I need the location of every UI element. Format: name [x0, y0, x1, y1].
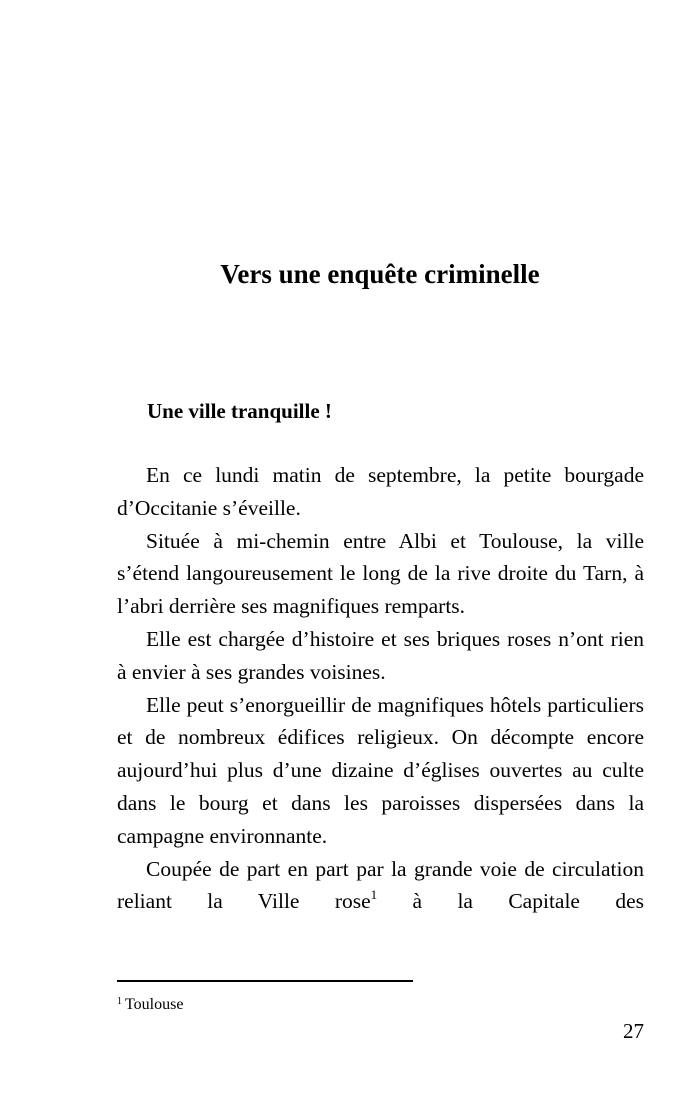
footnote-separator	[117, 980, 413, 982]
footnote-marker: 1	[117, 996, 122, 1007]
paragraph-2: Située à mi-chemin entre Albi et Toulouse, la ville s’étend langoureusement le long de la rive droite du Tarn, à l’abri derrière ses magnifiques remparts.	[117, 528, 644, 619]
chapter-title: Vers une enquête criminelle	[220, 259, 540, 289]
paragraph-1: En ce lundi matin de septembre, la petite bourgade d’Occitanie s’éveille.	[117, 463, 644, 520]
footnote-text: Toulouse	[125, 996, 184, 1013]
footnote-reference: 1	[370, 887, 378, 903]
paragraph-5-text-after: à la Capitale des	[377, 889, 645, 914]
footnote	[117, 994, 183, 1016]
paragraph-5-text-before: Coupée de part en part par la grande voie de circulation reliant la Ville rose	[117, 856, 644, 914]
paragraph-5	[117, 853, 644, 919]
body-text	[117, 459, 644, 918]
paragraph-4: Elle peut s’enorgueillir de magnifiques hôtels particuliers et de nombreux édifices religieux. On décompte encore aujourd’hui plus d’une dizaine d’églises ouvertes au culte dans le bourg et dans les paroisses dispersées dans la campagne environnante.	[117, 692, 644, 848]
page-number: 27	[623, 1019, 644, 1043]
section-title: Une ville tranquille !	[147, 399, 332, 423]
paragraph-3: Elle est chargée d’histoire et ses briques roses n’ont rien à envier à ses grandes voisines.	[117, 626, 644, 684]
